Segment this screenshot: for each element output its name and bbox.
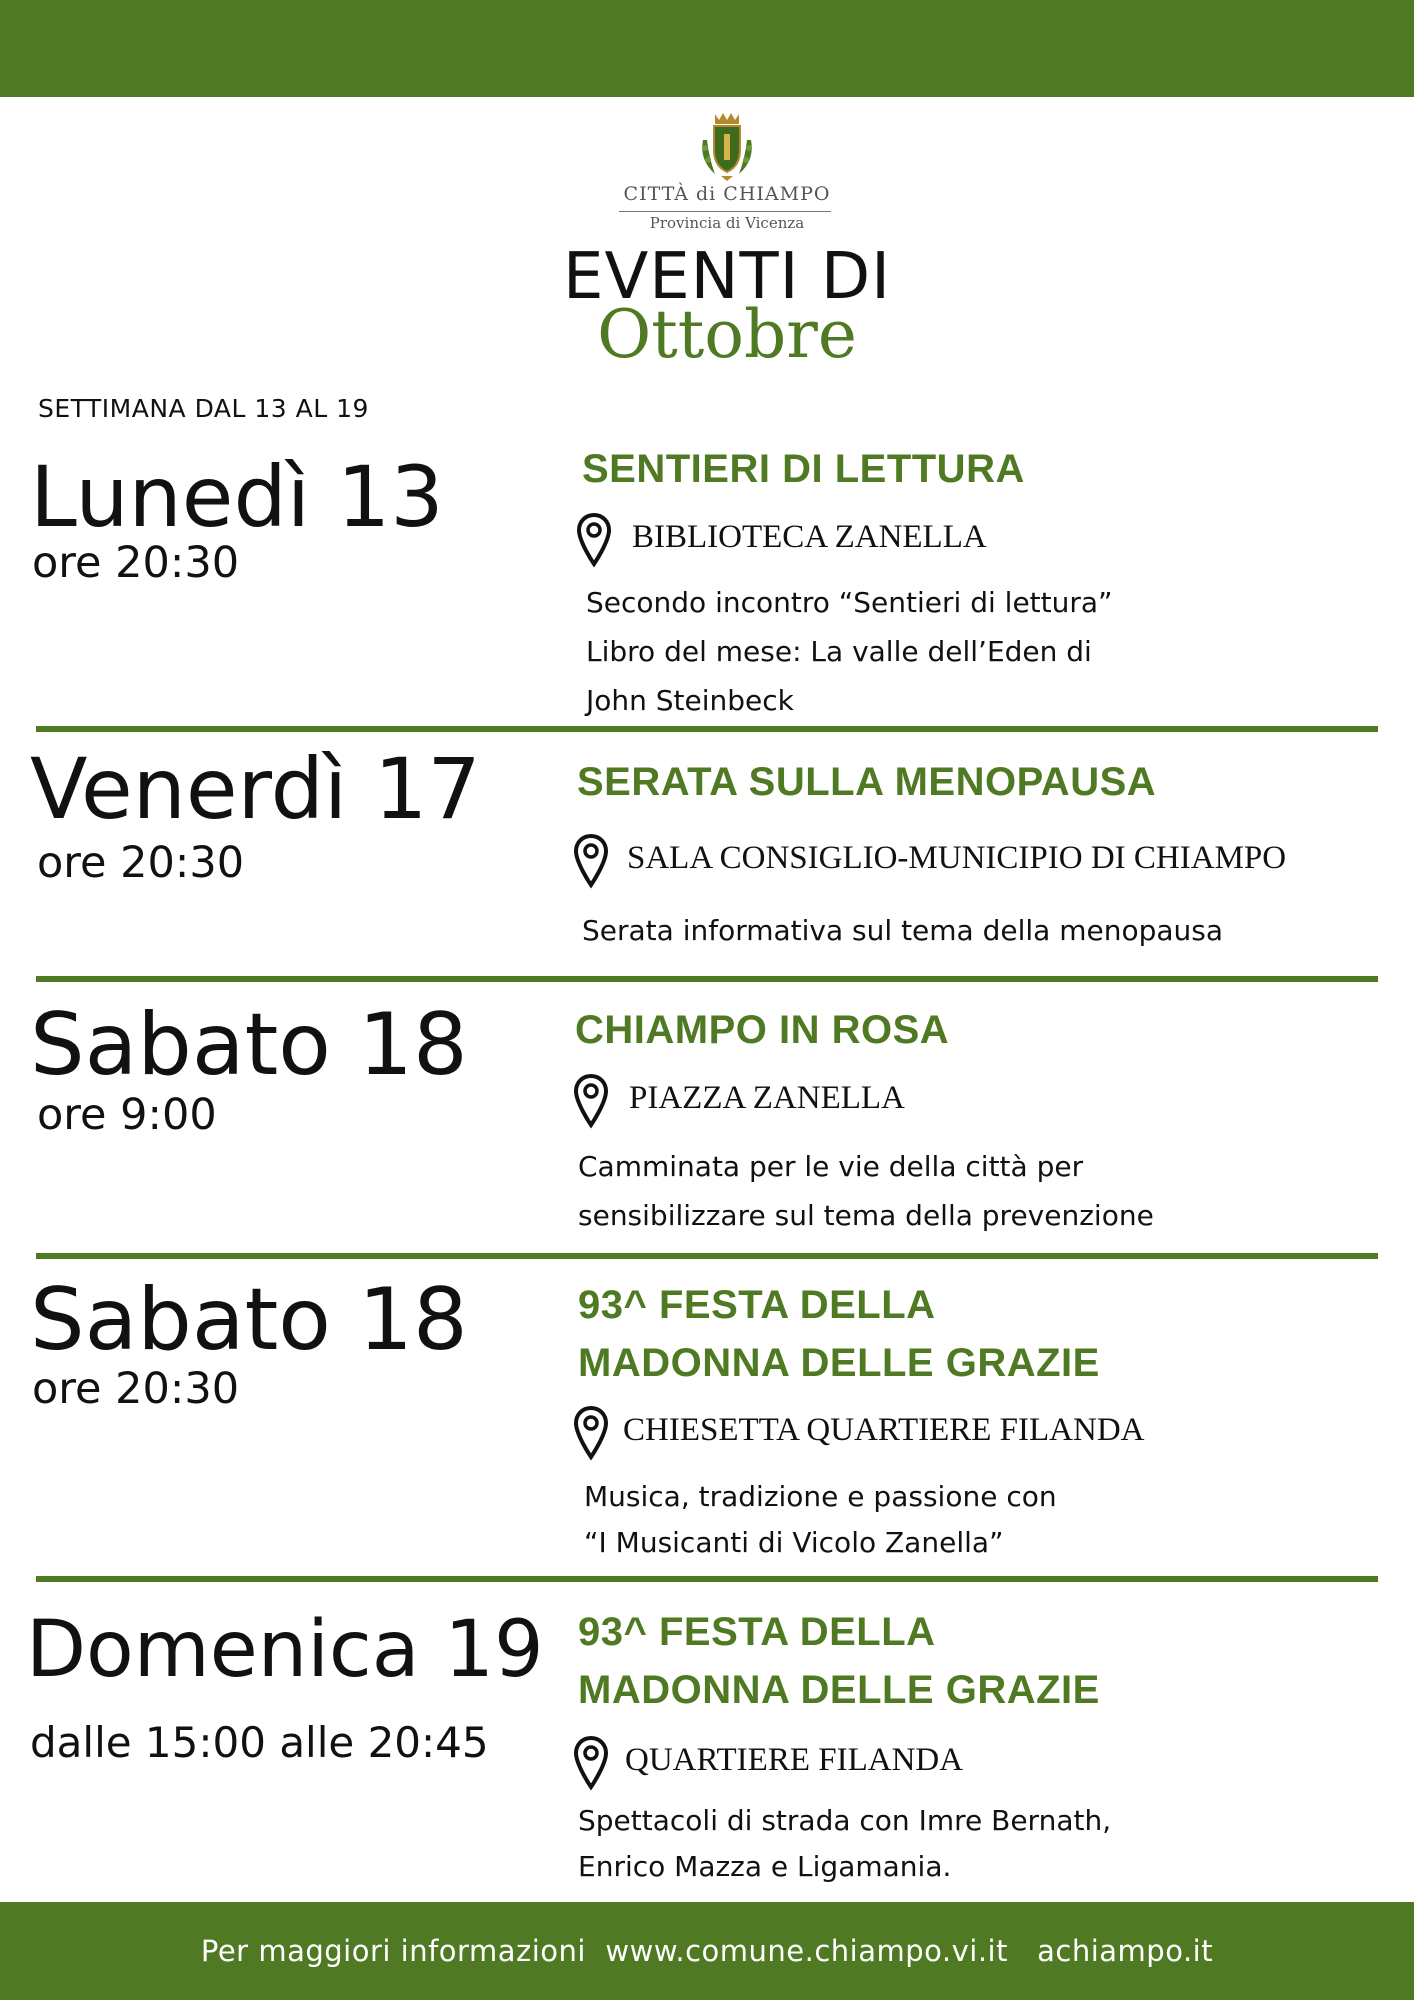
event-description-line: Libro del mese: La valle dell’Eden di xyxy=(586,635,1092,668)
section-divider xyxy=(36,1576,1378,1582)
page-title: EVENTI DI xyxy=(563,240,891,314)
event-place: QUARTIERE FILANDA xyxy=(625,1742,964,1778)
event-day: Sabato 18 xyxy=(30,995,468,1095)
event-day: Domenica 19 xyxy=(26,1605,544,1695)
event-time: ore 20:30 xyxy=(32,538,240,588)
event-title: CHIAMPO IN ROSA xyxy=(575,1008,950,1052)
event-day: Venerdì 17 xyxy=(30,740,481,838)
event-time: ore 20:30 xyxy=(32,1364,240,1414)
map-pin-icon xyxy=(573,1405,609,1461)
footer-info-text: Per maggiori informazioni www.comune.chiampo.vi.it achiampo.it xyxy=(200,1934,1214,1968)
top-banner xyxy=(0,0,1414,97)
event-description-line: “I Musicanti di Vicolo Zanella” xyxy=(584,1526,1004,1559)
event-title: MADONNA DELLE GRAZIE xyxy=(578,1341,1100,1385)
event-description-line: Secondo incontro “Sentieri di lettura” xyxy=(586,586,1113,619)
section-divider xyxy=(36,726,1378,732)
event-place: CHIESETTA QUARTIERE FILANDA xyxy=(623,1412,1145,1448)
section-divider xyxy=(36,976,1378,982)
map-pin-icon xyxy=(573,1735,609,1791)
event-place: BIBLIOTECA ZANELLA xyxy=(632,519,987,555)
event-description-line: Spettacoli di strada con Imre Bernath, xyxy=(578,1804,1112,1837)
city-divider xyxy=(619,211,831,212)
event-description-line: Enrico Mazza e Ligamania. xyxy=(578,1850,952,1883)
event-day: Lunedì 13 xyxy=(30,448,444,546)
event-title: SENTIERI DI LETTURA xyxy=(582,447,1025,491)
province-name: Provincia di Vicenza xyxy=(649,214,805,232)
event-description-line: Serata informativa sul tema della menopausa xyxy=(582,914,1224,947)
section-divider xyxy=(36,1253,1378,1259)
event-day: Sabato 18 xyxy=(30,1270,468,1370)
event-time: ore 9:00 xyxy=(37,1090,217,1140)
event-title: 93^ FESTA DELLA xyxy=(578,1610,936,1654)
event-description-line: sensibilizzare sul tema della prevenzione xyxy=(578,1199,1154,1232)
map-pin-icon xyxy=(573,1073,609,1129)
event-time: ore 20:30 xyxy=(37,838,245,888)
map-pin-icon xyxy=(573,833,609,889)
event-description-line: John Steinbeck xyxy=(586,684,794,717)
week-label: SETTIMANA DAL 13 AL 19 xyxy=(38,394,369,423)
footer-banner xyxy=(0,1902,1414,2000)
event-place: SALA CONSIGLIO-MUNICIPIO DI CHIAMPO xyxy=(627,840,1287,876)
event-title: 93^ FESTA DELLA xyxy=(578,1283,936,1327)
event-description-line: Musica, tradizione e passione con xyxy=(584,1480,1057,1513)
coat-of-arms-icon xyxy=(697,110,757,182)
event-title: SERATA SULLA MENOPAUSA xyxy=(577,760,1157,804)
map-pin-icon xyxy=(576,512,612,568)
page-title-month: Ottobre xyxy=(597,296,857,373)
event-time: dalle 15:00 alle 20:45 xyxy=(30,1718,489,1767)
event-place: PIAZZA ZANELLA xyxy=(629,1080,905,1116)
event-title: MADONNA DELLE GRAZIE xyxy=(578,1668,1100,1712)
event-description-line: Camminata per le vie della città per xyxy=(578,1150,1084,1183)
city-name: CITTÀ di CHIAMPO xyxy=(623,183,831,205)
